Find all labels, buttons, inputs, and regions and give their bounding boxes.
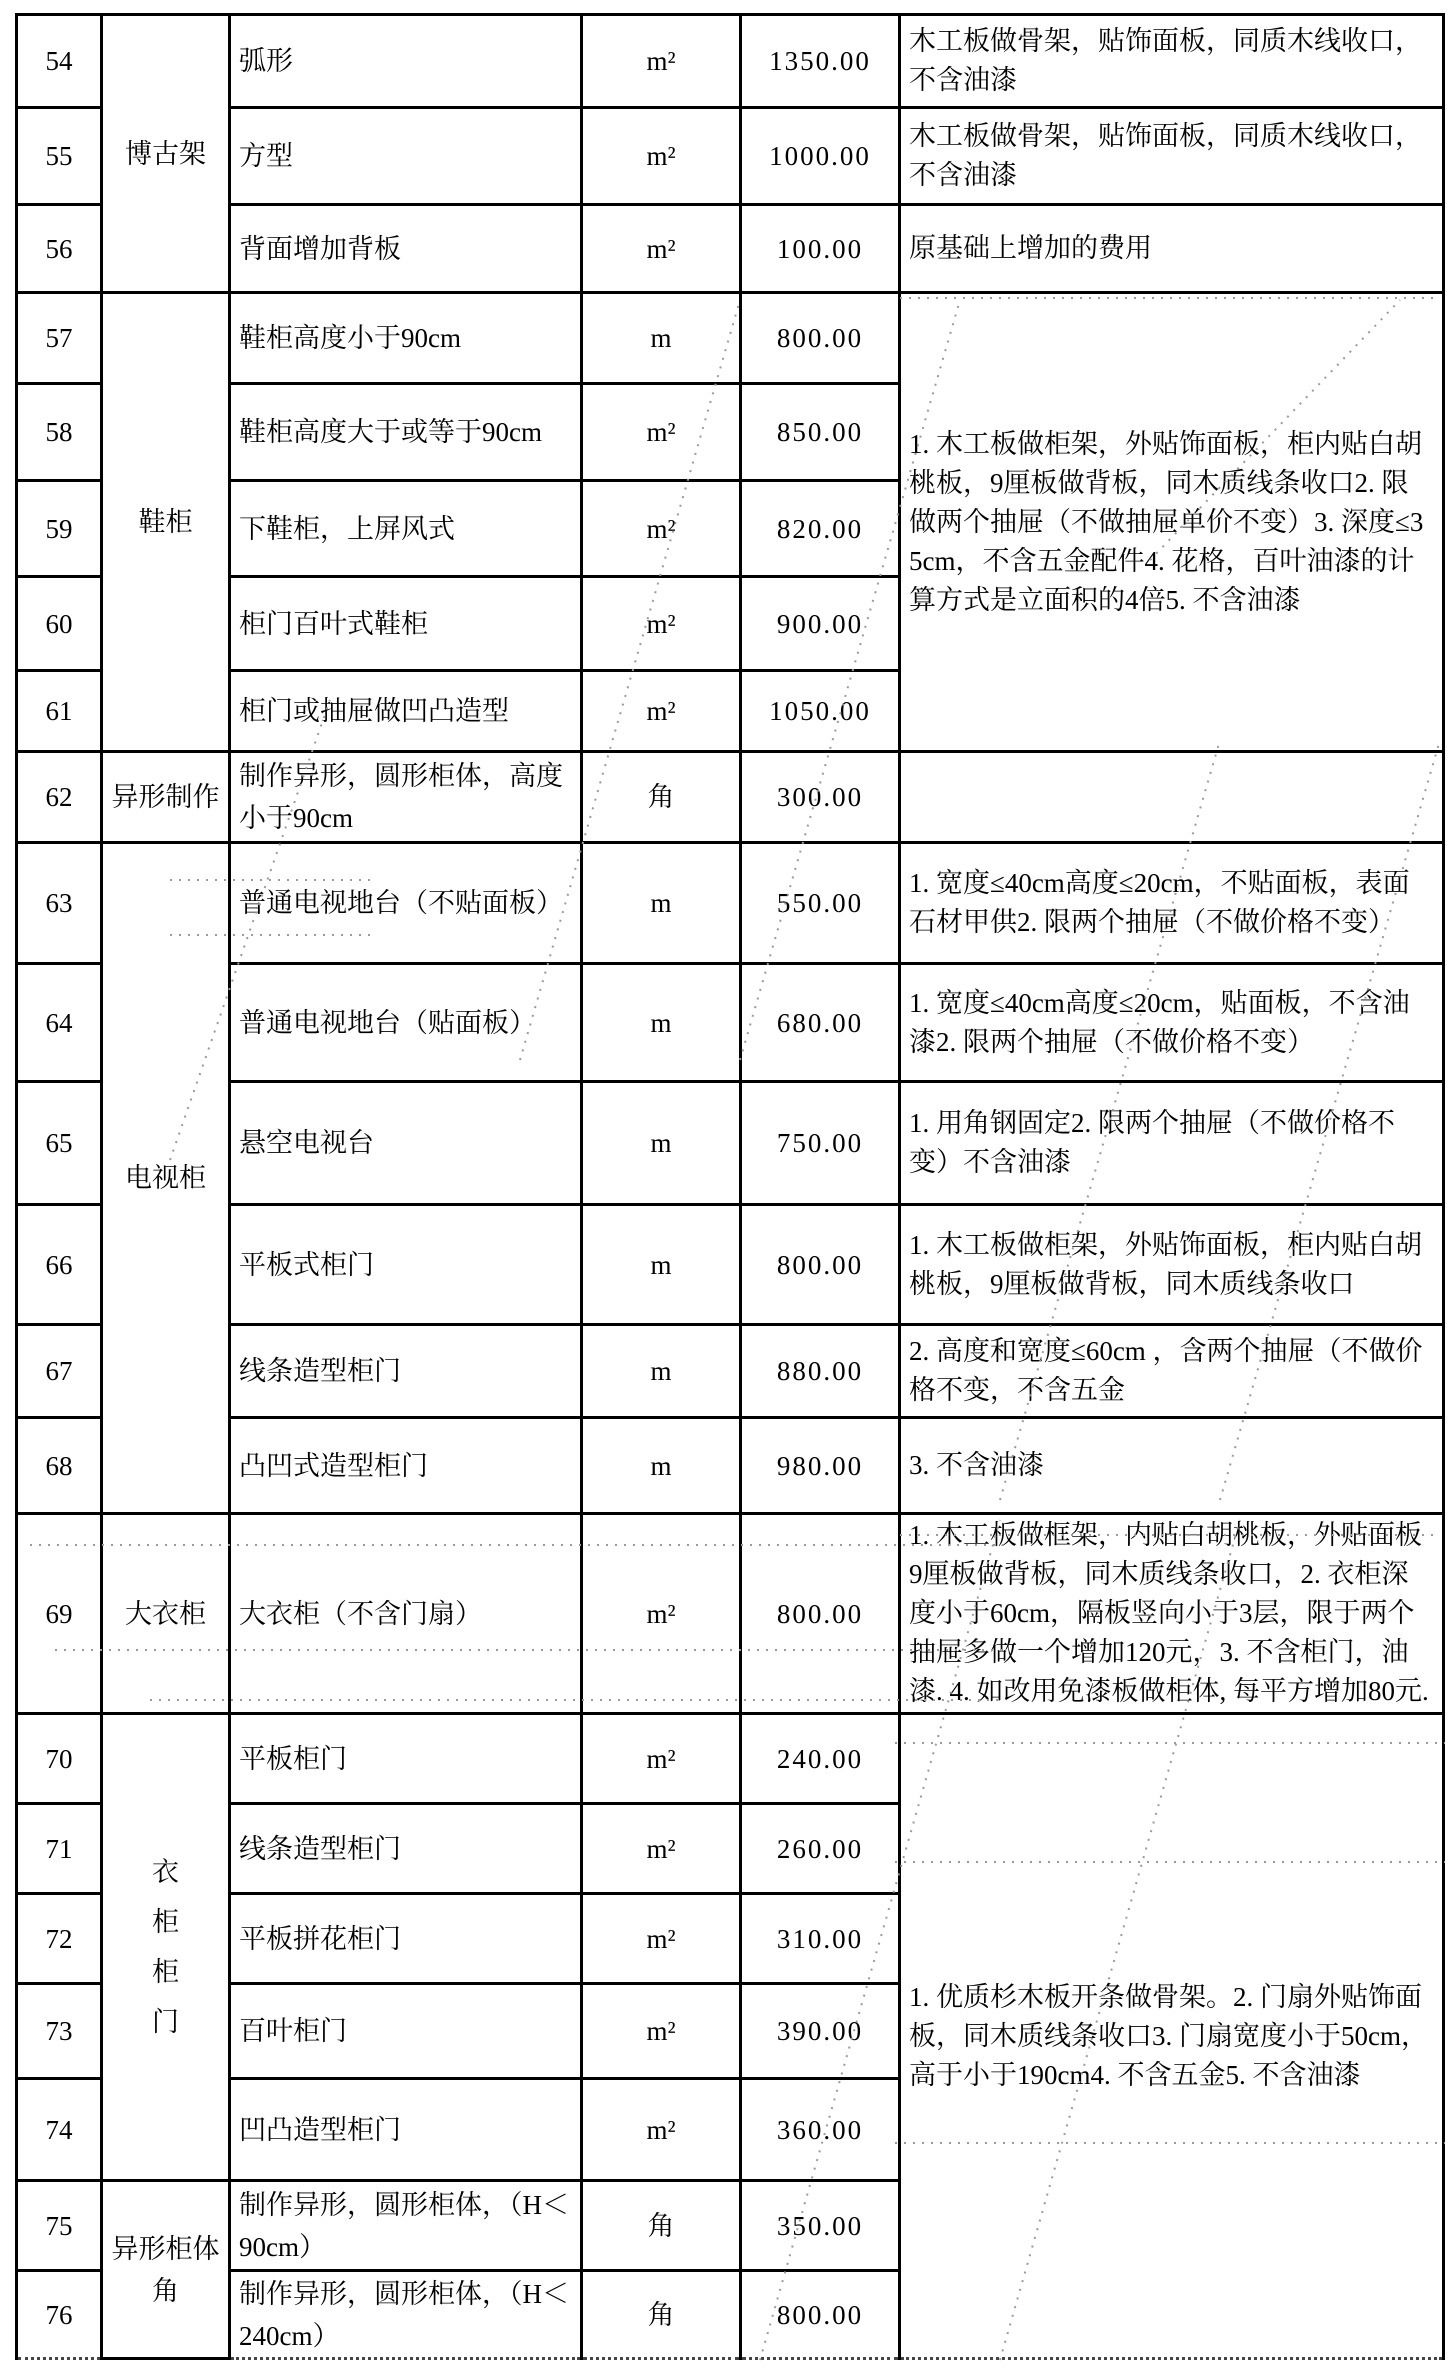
price-cell: 800.00 [741,293,900,384]
table-row [17,15,1444,108]
note-cell [900,752,1444,843]
item-cell: 平板拼花柜门 [230,1894,582,1984]
unit-cell: m² [582,384,741,481]
unit-cell: m² [582,577,741,671]
price-cell: 980.00 [741,1418,900,1514]
unit-cell: m² [582,1714,741,1804]
price-cell: 240.00 [741,1714,900,1804]
table-row [17,1205,1444,1325]
table-row [17,1514,1444,1714]
unit-cell: m [582,1418,741,1514]
note-cell: 2. 高度和宽度≤60cm ，含两个抽屉（不做价格不变，不含五金 [900,1325,1444,1418]
price-cell: 800.00 [741,1205,900,1325]
unit-cell: m² [582,2079,741,2181]
category-cell: 电视柜 [102,843,230,1514]
row-number: 62 [17,752,102,843]
row-number: 68 [17,1418,102,1514]
price-cell: 880.00 [741,1325,900,1418]
price-cell: 820.00 [741,481,900,577]
table-row [17,108,1444,205]
row-number: 61 [17,671,102,752]
price-cell: 1050.00 [741,671,900,752]
price-cell: 800.00 [741,1514,900,1714]
price-cell: 100.00 [741,205,900,293]
row-number: 72 [17,1894,102,1984]
row-number: 74 [17,2079,102,2181]
item-cell: 柜门百叶式鞋柜 [230,577,582,671]
note-cell: 1. 木工板做柜架，外贴饰面板，柜内贴白胡桃板，9厘板做背板，同木质线条收口2. 限做两个抽屉（不做抽屉单价不变）3. 深度≤35cm，不含五金配件4. 花格，百叶油漆的计算方式是立面积的4倍5. 不含油漆 [900,293,1444,752]
price-cell: 300.00 [741,752,900,843]
price-cell: 750.00 [741,1082,900,1205]
row-number: 69 [17,1514,102,1714]
item-cell: 普通电视地台（不贴面板） [230,843,582,964]
price-table [15,13,1445,2360]
item-cell: 背面增加背板 [230,205,582,293]
row-number: 56 [17,205,102,293]
price-cell: 850.00 [741,384,900,481]
row-number: 73 [17,1984,102,2079]
price-cell: 360.00 [741,2079,900,2181]
note-cell: 1. 木工板做柜架，外贴饰面板，柜内贴白胡桃板，9厘板做背板，同木质线条收口 [900,1205,1444,1325]
item-cell: 鞋柜高度大于或等于90cm [230,384,582,481]
note-cell: 1. 木工板做框架，内贴白胡桃板，外贴面板9厘板做背板，同木质线条收口，2. 衣柜深度小于60cm，隔板竖向小于3层，限于两个抽屉多做一个增加120元，3. 不含柜门，油漆. 4. 如改用免漆板做柜体, 每平方增加80元. [900,1514,1444,1714]
price-cell: 900.00 [741,577,900,671]
unit-cell: m [582,1205,741,1325]
unit-cell: m² [582,1984,741,2079]
note-cell: 木工板做骨架，贴饰面板，同质木线收口，不含油漆 [900,15,1444,108]
item-cell: 弧形 [230,15,582,108]
unit-cell: m [582,1325,741,1418]
unit-cell: 角 [582,752,741,843]
row-number: 76 [17,2271,102,2359]
item-cell: 凸凹式造型柜门 [230,1418,582,1514]
table-row [17,205,1444,293]
unit-cell: m² [582,205,741,293]
price-cell: 350.00 [741,2181,900,2271]
item-cell: 线条造型柜门 [230,1804,582,1894]
unit-cell: m² [582,481,741,577]
unit-cell: m² [582,15,741,108]
row-number: 57 [17,293,102,384]
note-cell: 1. 用角钢固定2. 限两个抽屉（不做价格不变）不含油漆 [900,1082,1444,1205]
note-cell: 木工板做骨架，贴饰面板，同质木线收口，不含油漆 [900,108,1444,205]
row-number: 66 [17,1205,102,1325]
item-cell: 平板式柜门 [230,1205,582,1325]
row-number: 64 [17,964,102,1082]
table-row [17,1082,1444,1205]
price-cell: 680.00 [741,964,900,1082]
category-cell: 鞋柜 [102,293,230,752]
price-cell: 1000.00 [741,108,900,205]
category-cell: 异形制作 [102,752,230,843]
table-row [17,843,1444,964]
note-cell: 1. 宽度≤40cm高度≤20cm，贴面板，不含油漆2. 限两个抽屉（不做价格不变） [900,964,1444,1082]
table-row [17,1714,1444,1804]
row-number: 75 [17,2181,102,2271]
item-cell: 凹凸造型柜门 [230,2079,582,2181]
price-cell: 550.00 [741,843,900,964]
row-number: 65 [17,1082,102,1205]
item-cell: 柜门或抽屉做凹凸造型 [230,671,582,752]
table-row [17,752,1444,843]
row-number: 58 [17,384,102,481]
price-cell: 260.00 [741,1804,900,1894]
row-number: 70 [17,1714,102,1804]
unit-cell: m [582,964,741,1082]
unit-cell: m² [582,1894,741,1984]
price-cell: 310.00 [741,1894,900,1984]
unit-cell: 角 [582,2181,741,2271]
item-cell: 制作异形，圆形柜体，（H＜90cm） [230,2181,582,2271]
category-cell: 大衣柜 [102,1514,230,1714]
table-row [17,293,1444,384]
table-row [17,1418,1444,1514]
row-number: 67 [17,1325,102,1418]
item-cell: 线条造型柜门 [230,1325,582,1418]
unit-cell: 角 [582,2271,741,2359]
item-cell: 普通电视地台（贴面板） [230,964,582,1082]
category-cell: 博古架 [102,15,230,293]
unit-cell: m² [582,1804,741,1894]
item-cell: 鞋柜高度小于90cm [230,293,582,384]
item-cell: 下鞋柜，上屏风式 [230,481,582,577]
price-cell: 1350.00 [741,15,900,108]
table-row [17,1325,1444,1418]
category-cell: 异形柜体角 [102,2181,230,2359]
row-number: 54 [17,15,102,108]
unit-cell: m [582,293,741,384]
note-cell: 1. 宽度≤40cm高度≤20cm，不贴面板，表面石材甲供2. 限两个抽屉（不做价格不变） [900,843,1444,964]
item-cell: 悬空电视台 [230,1082,582,1205]
unit-cell: m² [582,108,741,205]
unit-cell: m² [582,1514,741,1714]
unit-cell: m² [582,671,741,752]
item-cell: 制作异形，圆形柜体，（H＜240cm） [230,2271,582,2359]
unit-cell: m [582,843,741,964]
item-cell: 大衣柜（不含门扇） [230,1514,582,1714]
row-number: 59 [17,481,102,577]
row-number: 63 [17,843,102,964]
note-cell: 原基础上增加的费用 [900,205,1444,293]
table-row [17,964,1444,1082]
note-cell: 3. 不含油漆 [900,1418,1444,1514]
price-cell: 800.00 [741,2271,900,2359]
item-cell: 平板柜门 [230,1714,582,1804]
item-cell: 百叶柜门 [230,1984,582,2079]
price-cell: 390.00 [741,1984,900,2079]
row-number: 71 [17,1804,102,1894]
unit-cell: m [582,1082,741,1205]
item-cell: 方型 [230,108,582,205]
category-cell: 衣柜柜门 [102,1714,230,2181]
note-cell: 1. 优质杉木板开条做骨架。2. 门扇外贴饰面板，同木质线条收口3. 门扇宽度小于50cm，高于小于190cm4. 不含五金5. 不含油漆 [900,1714,1444,2359]
item-cell: 制作异形，圆形柜体，高度小于90cm [230,752,582,843]
row-number: 55 [17,108,102,205]
row-number: 60 [17,577,102,671]
